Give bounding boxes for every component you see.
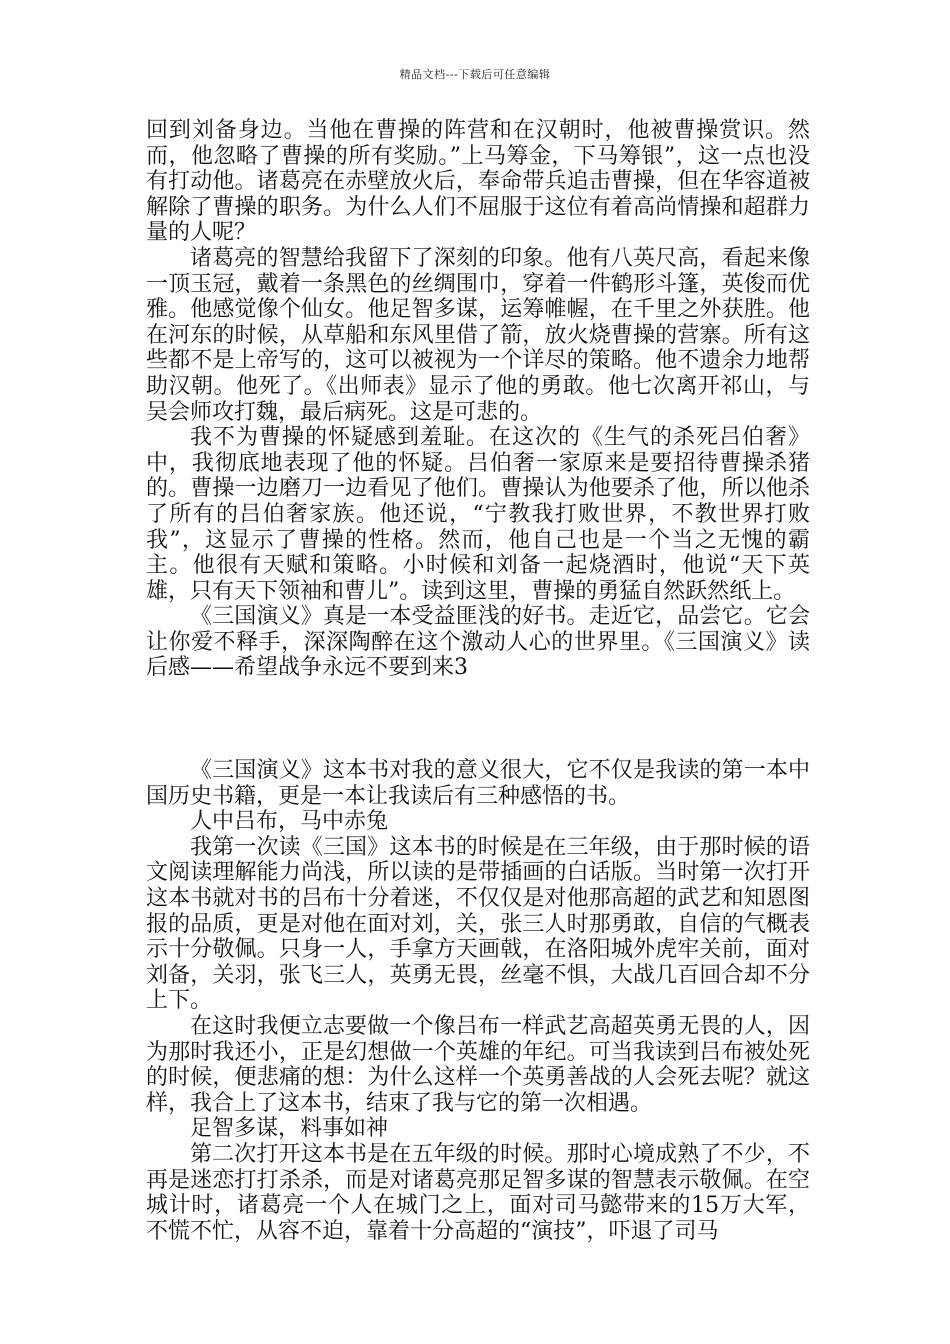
paragraph: 《三国演义》真是一本受益匪浅的好书。走近它，品尝它。它会让你爱不释手，深深陶醉在这个激动人心的世界里。《三国演义》读后感——希望战争永远不要到来3 [146,604,810,681]
paragraph: 回到刘备身边。当他在曹操的阵营和在汉朝时，他被曹操赏识。然而，他忽略了曹操的所有奖励。”上马筹金，下马筹银”，这一点也没有打动他。诸葛亮在赤壁放火后，奉命带兵追击曹操，但在华容道被解除了曹操的职务。为什么人们不屈服于这位有着高尚情操和超群力量的人呢？ [146,118,810,246]
section-heading: 人中吕布，马中赤兔 [190,809,389,835]
paragraph: 我第一次读《三国》这本书的时候是在三年级，由于那时候的语文阅读理解能力尚浅，所以读的是带插画的白话版。当时第一次打开这本书就对书的吕布十分着迷，不仅仅是对他那高超的武艺和知恩图报的品质，更是对他在面对刘，关，张三人时那勇敢，自信的气概表示十分敬佩。只身一人，手拿方天画戟，在洛阳城外虎牢关前，面对刘备，关羽，张飞三人，英勇无畏，丝毫不惧，大战几百回合却不分上下。 [146,834,810,1014]
paragraph: 我不为曹操的怀疑感到羞耻。在这次的《生气的杀死吕伯奢》中，我彻底地表现了他的怀疑。吕伯奢一家原来是要招待曹操杀猪的。曹操一边磨刀一边看见了他们。曹操认为他要杀了他，所以他杀了所有的吕伯奢家族。他还说，“宁教我打败世界，不教世界打败我”，这显示了曹操的性格。然而，他自己也是一个当之无愧的霸主。他很有天赋和策略。小时候和刘备一起烧酒时，他说“天下英雄，只有天下领袖和曹儿”。读到这里，曹操的勇猛自然跃然纸上。 [146,425,810,604]
paragraph-gap [146,681,810,758]
paragraph: 《三国演义》这本书对我的意义很大，它不仅是我读的第一本中国历史书籍，更是一本让我读后有三种感悟的书。 [146,758,810,809]
page-header: 精品文档---下载后可任意编辑 [399,68,551,81]
paragraph: 第二次打开这本书是在五年级的时候。那时心境成熟了不少，不再是迷恋打打杀杀，而是对诸葛亮那足智多谋的智慧表示敬佩。在空城计时，诸葛亮一个人在城门之上，面对司马懿带来的15万大军，不慌不忙，从容不迫，靠着十分高超的“演技”，吓退了司马 [146,1141,810,1244]
paragraph: 诸葛亮的智慧给我留下了深刻的印象。他有八英尺高，看起来像一顶玉冠，戴着一条黑色的丝绸围巾，穿着一件鹤形斗篷，英俊而优雅。他感觉像个仙女。他足智多谋，运筹帷幄，在千里之外获胜。他在河东的时候，从草船和东风里借了箭，放火烧曹操的营寨。所有这些都不是上帝写的，这可以被视为一个详尽的策略。他不遗余力地帮助汉朝。他死了。《出师表》显示了他的勇敢。他七次离开祁山，与吴会师攻打魏，最后病死。这是可悲的。 [146,245,810,425]
section-heading: 足智多谋，料事如神 [190,1116,389,1142]
document-body [146,118,810,1244]
paragraph: 在这时我便立志要做一个像吕布一样武艺高超英勇无畏的人，因为那时我还小，正是幻想做一个英雄的年纪。可当我读到吕布被处死的时候，便悲痛的想：为什么这样一个英勇善战的人会死去呢？就这样，我合上了这本书，结束了我与它的第一次相遇。 [146,1014,810,1116]
